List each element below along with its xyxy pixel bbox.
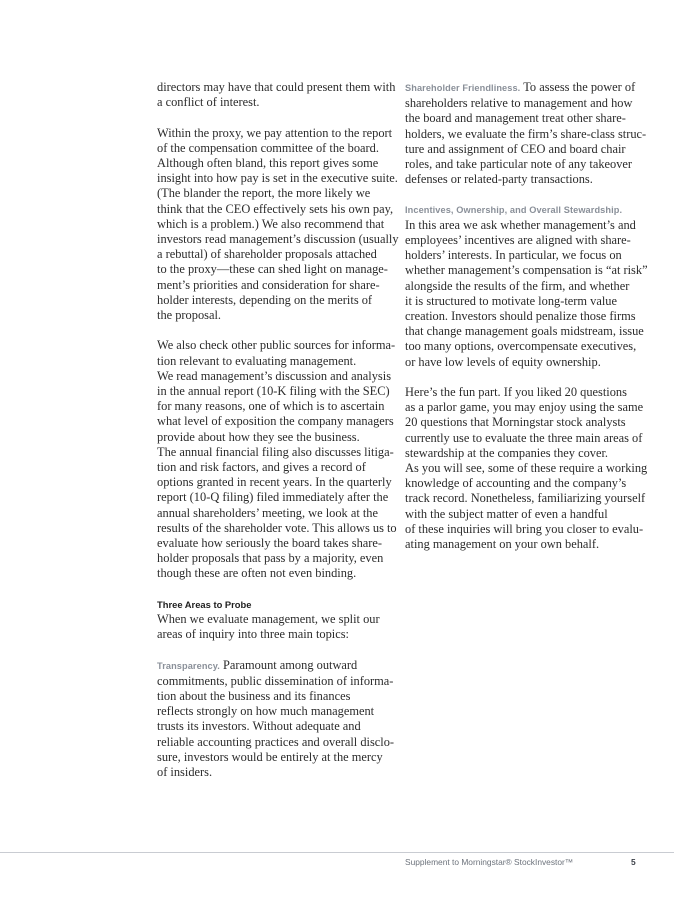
text-line: creation. Investors should penalize those firms — [405, 309, 636, 324]
paragraph-conflict-of-interest — [157, 80, 396, 110]
text-line: in the annual report (10-K filing with the SEC) — [157, 384, 390, 399]
paragraph-lead-in: Shareholder Friendliness. — [405, 83, 521, 93]
text-line: holder proposals that pass by a majority, even — [157, 551, 384, 566]
text-line: As you will see, some of these require a working — [405, 461, 648, 476]
text-line: it is structured to motivate long-term value — [405, 293, 617, 308]
text-line: a conflict of interest. — [157, 95, 260, 110]
text-line: tion relevant to evaluating management. — [157, 353, 357, 368]
text-line: whether management’s compensation is “at risk” — [405, 263, 648, 278]
text-line: commitments, public dissemination of informa- — [157, 673, 394, 688]
text-line: too many options, overcompensate executives, — [405, 339, 637, 354]
paragraph-public-sources — [157, 338, 397, 581]
text-line: Although often bland, this report gives some — [157, 156, 379, 170]
text-line: or have low levels of equity ownership. — [405, 354, 601, 369]
text-line: with the subject matter of even a handful — [405, 506, 608, 521]
text-line: directors may have that could present them with — [157, 80, 396, 94]
text-line: though these are often not even binding. — [157, 566, 357, 581]
text-line: insight into how pay is set in the executive suite. — [157, 171, 398, 186]
text-line: employees’ incentives are aligned with share- — [405, 233, 631, 248]
text-line: roles, and take particular note of any takeover — [405, 157, 633, 172]
text-line: evaluate how seriously the board takes share- — [157, 536, 383, 551]
text-line: results of the shareholder vote. This allows us to — [157, 520, 397, 535]
text-line: ment’s priorities and consideration for share- — [157, 277, 380, 292]
text-line: ture and assignment of CEO and board chair — [405, 141, 626, 156]
text-line: sure, investors would be entirely at the mercy — [157, 749, 383, 764]
paragraph-proxy-compensation — [157, 125, 399, 324]
text-line: We read management’s discussion and analysis — [157, 368, 392, 383]
text-line: of these inquiries will bring you closer to evalu- — [405, 521, 644, 536]
text-line: (The blander the report, the more likely we — [157, 186, 371, 201]
text-line: stewardship at the companies they cover. — [405, 445, 609, 460]
text-line: that change management goals midstream, issue — [405, 324, 644, 339]
text-line: We also check other public sources for informa- — [157, 338, 396, 353]
text-line: report (10-Q filing) filed immediately after the — [157, 490, 389, 505]
text-line: knowledge of accounting and the company’s — [405, 476, 627, 491]
right-column — [405, 80, 648, 552]
paragraph-lead-in: Transparency. — [157, 660, 220, 671]
text-line: investors read management’s discussion (usually — [157, 232, 399, 247]
text-line: tion and risk factors, and gives a record of — [157, 460, 366, 475]
paragraph-lead-in: Incentives, Ownership, and Overall Stewardship. — [405, 204, 623, 215]
text-line: 20 questions that Morningstar stock analysts — [405, 415, 626, 430]
text-line: The annual financial filing also discusses litiga- — [157, 444, 394, 459]
text-line: the proposal. — [157, 308, 222, 323]
footer-publication-title: Supplement to Morningstar® StockInvestor™ — [405, 857, 574, 867]
text-line: Shareholder Friendliness. To assess the power of — [405, 80, 636, 94]
text-line: reflects strongly on how much management — [157, 704, 375, 719]
section-heading-three-areas: Three Areas to Probe — [157, 598, 252, 610]
paragraph-three-topics — [157, 612, 389, 642]
text-line: Transparency. Paramount among outward — [157, 657, 358, 672]
page-number: 5 — [631, 857, 636, 867]
text-line: When we evaluate management, we split our — [157, 612, 380, 627]
text-line: of insiders. — [157, 765, 213, 780]
paragraph-twenty-questions — [405, 385, 648, 552]
text-line: holders, we evaluate the firm’s share-class struc- — [405, 126, 647, 141]
paragraph-transparency — [157, 657, 395, 781]
text-line: think that the CEO effectively sets his own pay, — [157, 201, 394, 216]
text-line: holders’ interests. In particular, we focus on — [405, 248, 622, 263]
text-line: what level of exposition the company managers — [157, 414, 394, 429]
text-line: for many reasons, one of which is to ascertain — [157, 399, 385, 414]
text-line: holder interests, depending on the merits of — [157, 292, 373, 307]
text-line: the board and management treat other share- — [405, 111, 626, 126]
text-line: shareholders relative to management and how — [405, 96, 633, 111]
text-line: as a parlor game, you may enjoy using the same — [405, 400, 644, 415]
text-line: Within the proxy, we pay attention to the report — [157, 125, 393, 140]
text-line: areas of inquiry into three main topics: — [157, 627, 350, 642]
text-line: alongside the results of the firm, and whether — [405, 278, 630, 293]
text-line: currently use to evaluate the three main areas of — [405, 430, 643, 445]
text-line: defenses or related-party transactions. — [405, 172, 593, 187]
text-line: In this area we ask whether management’s and — [405, 217, 636, 232]
footer-divider — [0, 852, 674, 853]
text-line: a rebuttal) of shareholder proposals attached — [157, 247, 377, 262]
left-column — [157, 80, 399, 780]
text-line: Here’s the fun part. If you liked 20 questions — [405, 385, 627, 400]
text-line: options granted in recent years. In the quarterly — [157, 475, 392, 490]
text-line: to the proxy—these can shed light on manage- — [157, 262, 388, 277]
text-line: reliable accounting practices and overall disclo- — [157, 734, 395, 749]
text-line: of the compensation committee of the board. — [157, 140, 379, 155]
text-line: trusts its investors. Without adequate and — [157, 719, 361, 734]
paragraph-incentives-ownership — [405, 203, 648, 370]
paragraph-shareholder-friendliness — [405, 80, 647, 187]
text-line: ating management on your own behalf. — [405, 537, 600, 552]
text-line: tion about the business and its finances — [157, 689, 351, 704]
text-line: track record. Nonetheless, familiarizing yourself — [405, 491, 646, 506]
text-line: annual shareholders’ meeting, we look at the — [157, 505, 379, 520]
text-line: provide about how they see the business. — [157, 429, 360, 444]
text-line: which is a problem.) We also recommend that — [157, 216, 385, 231]
